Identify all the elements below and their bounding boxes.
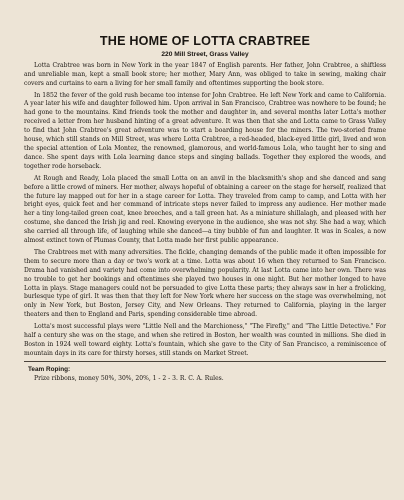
footer-heading: Team Roping: [28, 366, 71, 374]
document-subtitle: 220 Mill Street, Grass Valley [161, 51, 249, 58]
document-title: THE HOME OF LOTTA CRABTREE [99, 34, 311, 48]
paragraph: The Crabtrees met with many adversities. The fickle, changing demands of the public made it often impossible for them to secure more than a day or two's work at a time. Lotta was about 16 when they returned to San Francisco. Drama had vanished and variety had come into overwhelming popularity. At last Lotta came into her own. There was no trouble to get her bookings and oftentimes she played two houses in one night. But her mother longed to have Lotta in plays. Stage managers could not be persuaded to give Lotta these parts; they always saw in her a frolicking, burlesque type of girl. It was then that they left for New York where her success on the stage was overwhelming, not only in New York, but Boston, Jersey City, and New Orleans. They returned to California, playing in the larger theaters and then to England and Paris, spending considerable time abroad. [24, 248, 386, 319]
paragraph: At Rough and Ready, Lola placed the small Lotta on an anvil in the blacksmith's shop and she danced and sang before a little crowd of miners. Her mother, always hopeful of obtaining a career on the stage for herself, realized that the future lay mapped out for her in a stage career for Lotta. They traveled from camp to camp, and Lotta with her bright eyes, quick feet and her command of intricate steps never failed to impress any audience. Her mother made her a tiny long-tailed green coat, knee breeches, and a tall green hat. As a miniature shillalagh, and pleased with her costume, she danced the Irish jig and reel. Knowing everyone in the audience, she was not shy. She had a way, which she carried all through life, of laughing while she danced—a tiny bubble of fun and laughter. It was in Scales, a now almost extinct town of Plumas County, that Lotta made her first public appearance. [24, 174, 386, 245]
divider [24, 361, 386, 362]
document-content [24, 34, 386, 383]
footer-text: Prize ribbons, money 50%, 30%, 20%, 1 - 2 - 3. R. C. A. Rules. [34, 375, 224, 383]
paragraph: In 1852 the fever of the gold rush became too intense for John Crabtree. He left New York and came to California. A year later his wife and daughter followed him. Upon arrival in San Francisco, Crabtree was nowhere to be found; he had gone to the mountains. Kind friends took the mother and daughter in, and several months later Lotta's mother received a letter from her husband hinting of a great adventure. It was then that she and Lotta came to Grass Valley to find that John Crabtree's great adventure was to start a boarding house for the miners. The two-storied frame house, which still stands on Mill Street, was where Lotta Crabtree, a red-headed, black-eyed little girl, lived and won the special attention of Lola Montez, the renowned, glamorous, and world-famous Lola, who taught her to sing and dance. She spent days with Lola learning dance steps and singing ballads. Together they explored the woods, and together rode horseback. [24, 91, 386, 170]
paragraph: Lotta's most successful plays were "Little Nell and the Marchioness," "The Firefly," and "The Little Detective." For half a century she was on the stage, and when she retired in Boston, her wealth was counted in millions. She died in Boston in 1924 well toward eighty. Lotta's fountain, which she gave to the City of San Francisco, a reminiscence of mountain days in its care for thirsty horses, still stands on Market Street. [24, 323, 386, 357]
paragraph: Lotta Crabtree was born in New York in the year 1847 of English parents. Her father, John Crabtree, a shiftless and unreliable man, kept a small book store; her mother, Mary Ann, was obliged to take in sewing, making chair covers and curtains to earn a living for her small family and oftentimes supporting the book store. [24, 62, 386, 87]
